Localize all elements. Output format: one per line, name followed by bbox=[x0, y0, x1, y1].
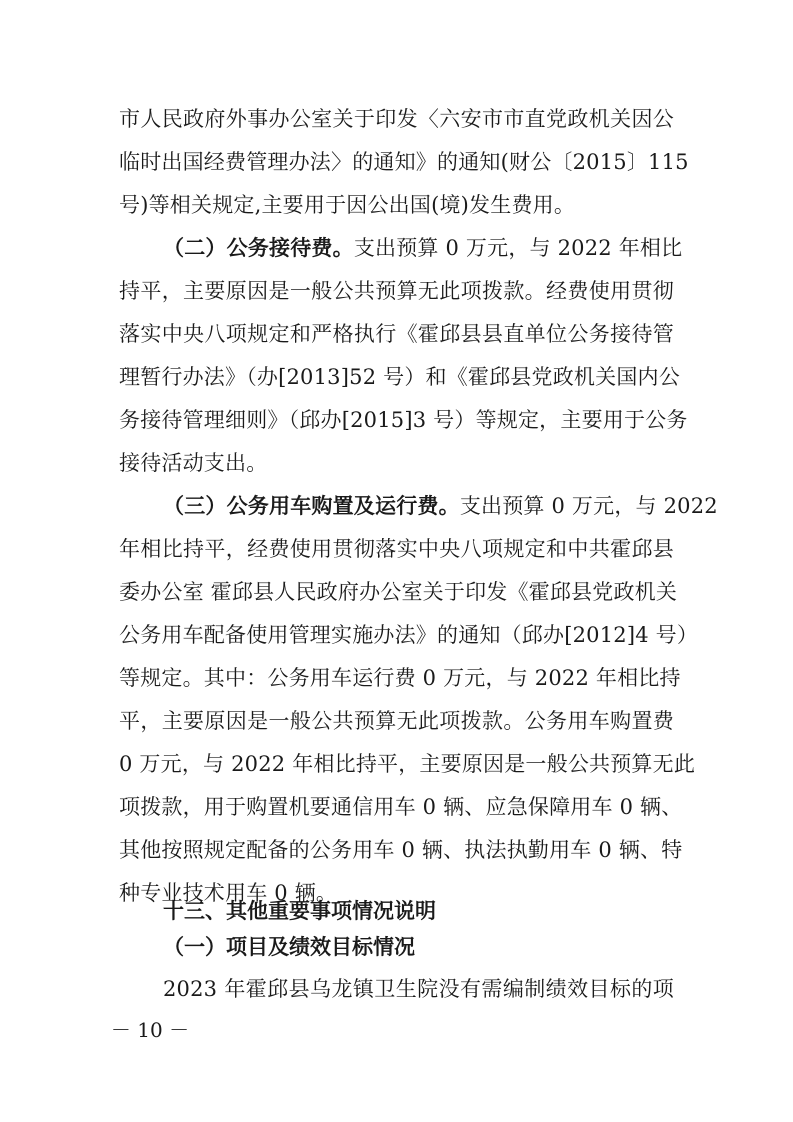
section-3-line-3: 委办公室 霍邱县人民政府办公室关于印发《霍邱县党政机关 bbox=[119, 580, 678, 604]
page-number: － 10 － bbox=[110, 1018, 190, 1042]
paragraph-1-line-3: 号)等相关规定,主要用于因公出国(境)发生费用。 bbox=[119, 193, 576, 217]
section-13-heading: 十三、其他重要事项情况说明 bbox=[163, 899, 436, 923]
section-3-line-6: 平，主要原因是一般公共预算无此项拨款。公务用车购置费 bbox=[119, 709, 674, 733]
section-3-line-7: 0 万元，与 2022 年相比持平，主要原因是一般公共预算无此 bbox=[119, 752, 696, 776]
section-2-line-3: 落实中央八项规定和严格执行《霍邱县县直单位公务接待管 bbox=[119, 322, 674, 346]
section-2-line-6: 接待活动支出。 bbox=[119, 451, 268, 475]
section-3-line-9: 其他按照规定配备的公务用车 0 辆、执法执勤用车 0 辆、特 bbox=[119, 838, 683, 862]
section-2-line-5: 务接待管理细则》（邱办[2015]3 号）等规定，主要用于公务 bbox=[119, 408, 688, 432]
section-2-line-2: 持平，主要原因是一般公共预算无此项拨款。经费使用贯彻 bbox=[119, 279, 674, 303]
section-3-heading: （三）公务用车购置及运行费。 bbox=[163, 494, 460, 518]
section-3-line-10: 种专业技术用车 0 辆。 bbox=[119, 881, 338, 905]
paragraph-1-line-2: 临时出国经费管理办法〉的通知》的通知(财公〔2015〕115 bbox=[119, 150, 689, 174]
section-2-first-line bbox=[163, 233, 683, 263]
section-2-first-line-text: 支出预算 0 万元，与 2022 年相比 bbox=[353, 236, 683, 260]
section-13-subheading: （一）项目及绩效目标情况 bbox=[163, 935, 415, 959]
section-2-heading: （二）公务接待费。 bbox=[163, 236, 354, 260]
section-3-line-4: 公务用车配备使用管理实施办法》的通知（邱办[2012]4 号） bbox=[119, 623, 699, 647]
paragraph-1-line-1: 市人民政府外事办公室关于印发〈六安市市直党政机关因公 bbox=[119, 107, 674, 131]
section-3-first-line bbox=[163, 491, 718, 521]
section-3-line-2: 年相比持平，经费使用贯彻落实中央八项规定和中共霍邱县 bbox=[119, 537, 674, 561]
section-2-line-4: 理暂行办法》（办[2013]52 号）和《霍邱县党政机关国内公 bbox=[119, 365, 680, 389]
section-3-line-5: 等规定。其中：公务用车运行费 0 万元，与 2022 年相比持 bbox=[119, 666, 681, 690]
section-3-first-line-text: 支出预算 0 万元，与 2022 bbox=[459, 494, 718, 518]
section-13-body-line: 2023 年霍邱县乌龙镇卫生院没有需编制绩效目标的项 bbox=[163, 977, 674, 1001]
section-3-line-8: 项拨款，用于购置机要通信用车 0 辆、应急保障用车 0 辆、 bbox=[119, 795, 683, 819]
